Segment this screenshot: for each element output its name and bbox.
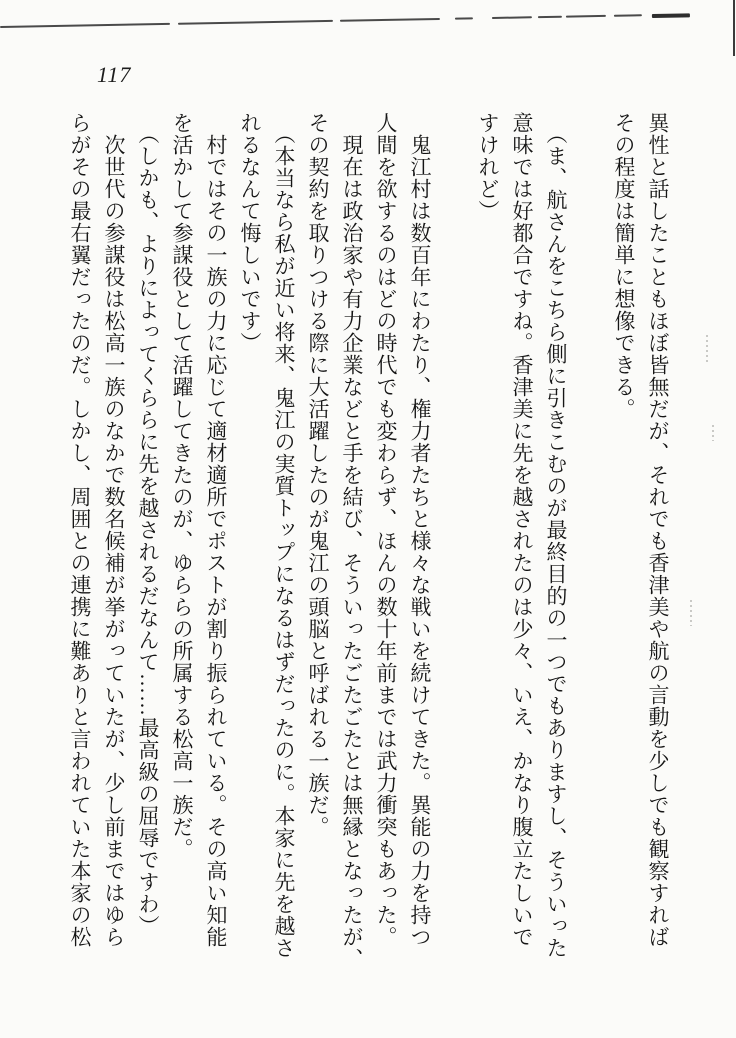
page-number: 117: [97, 62, 132, 87]
text-column: その程度は簡単に想像できる。: [612, 112, 636, 420]
text-column: れるなんて悔しいです）: [238, 112, 262, 354]
text-column: 村ではその一族の力に応じて適材適所でポストが割り振られている。その高い知能: [204, 134, 228, 948]
text-column: すけれど）: [476, 112, 500, 222]
text-column: （しかも、よりによってくららに先を越されるだなんて……最高級の屈辱ですわ）: [136, 123, 160, 937]
text-column: （本当なら私が近い将来、鬼江の実質トップになるはずだったのに。本家に先を越さ: [272, 123, 296, 959]
text-column: 異性と話したこともほぼ皆無だが、それでも香津美や航の言動を少しでも観察すれば: [646, 112, 670, 948]
text-column: を活かして参謀役として活躍してきたのが、ゆららの所属する松高一族だ。: [170, 112, 194, 860]
text-column: 現在は政治家や有力企業などと手を結び、そういったごたごたとは無縁となったが、: [340, 134, 364, 970]
text-column: 次世代の参謀役は松高一族のなかで数名候補が挙がっていたが、少し前まではゆら: [102, 134, 126, 948]
text-column: 意味では好都合ですね。香津美に先を越されたのは少々、いえ、かなり腹立たしいで: [510, 112, 534, 948]
text-column: 人間を欲するのはどの時代でも変わらず、ほんの数十年前までは武力衝突もあった。: [374, 112, 398, 948]
text-column: 鬼江村は数百年にわたり、権力者たちと様々な戦いを続けてきた。異能の力を持つ: [408, 134, 432, 948]
text-column: （ま、航さんをこちら側に引きこむのが最終目的の一つでもありますし、そういった: [544, 123, 568, 959]
text-column: その契約を取りつける際に大活躍したのが鬼江の頭脳と呼ばれる一族だ。: [306, 112, 330, 838]
text-column: らがその最右翼だったのだ。しかし、周囲との連携に難ありと言われていた本家の松: [68, 112, 92, 948]
